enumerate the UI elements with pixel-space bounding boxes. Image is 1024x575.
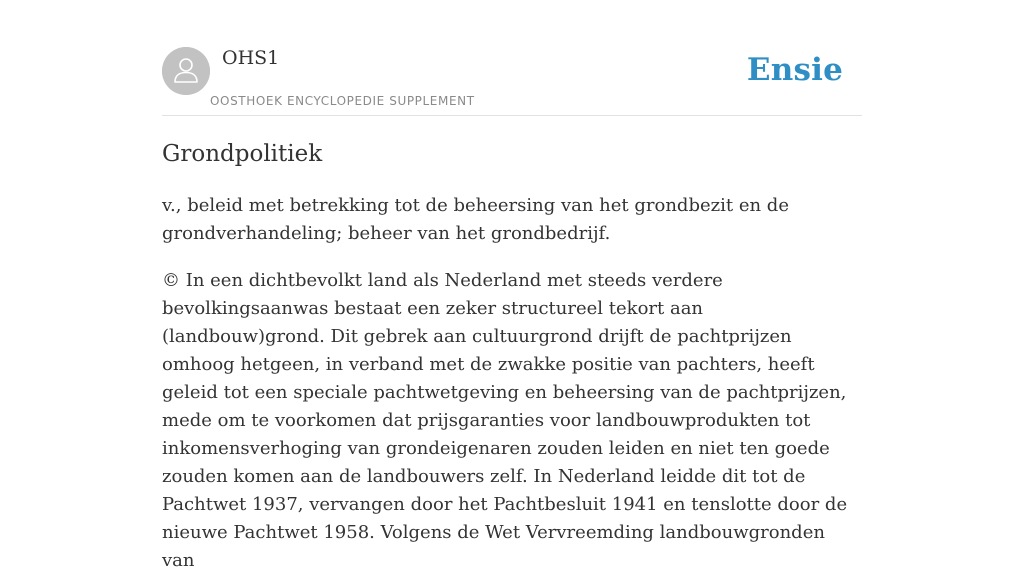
user-placeholder-icon[interactable] [162,47,210,95]
source-header [162,0,862,116]
entry-definition: v., beleid met betrekking tot de beheersing van het grondbezit en de grondverhandeling; beheer van het grondbedrijf. [162,195,789,244]
source-name[interactable]: OOSTHOEK ENCYCLOPEDIE SUPPLEMENT [210,94,475,108]
entry-content [162,136,862,575]
entry-title: Grondpolitiek [162,141,323,167]
source-code[interactable]: OHS1 [222,47,280,69]
brand-logo[interactable]: Ensie [746,52,843,88]
entry-body: © In een dichtbevolkt land als Nederland met steeds verdere bevolkingsaanwas bestaat een zeker structureel tekort aan (landbouw)grond. Dit gebrek aan cultuurgrond drijft de pachtprijzen omhoog hetgeen, in verband met de zwakke positie van pachters, heeft geleid tot een speciale pachtwetgeving en beheersing van de pachtprijzen, mede om te voorkomen dat prijsgaranties voor landbouwprodukten tot inkomensverhoging van grondeigenaren zouden leiden en niet ten goede zouden komen aan de landbouwers zelf. In Nederland leidde dit tot de Pachtwet 1937, vervangen door het Pachtbesluit 1941 en tenslotte door de nieuwe Pachtwet 1958. Volgens de Wet Vervreemding landbouwgronden van [162,270,848,571]
